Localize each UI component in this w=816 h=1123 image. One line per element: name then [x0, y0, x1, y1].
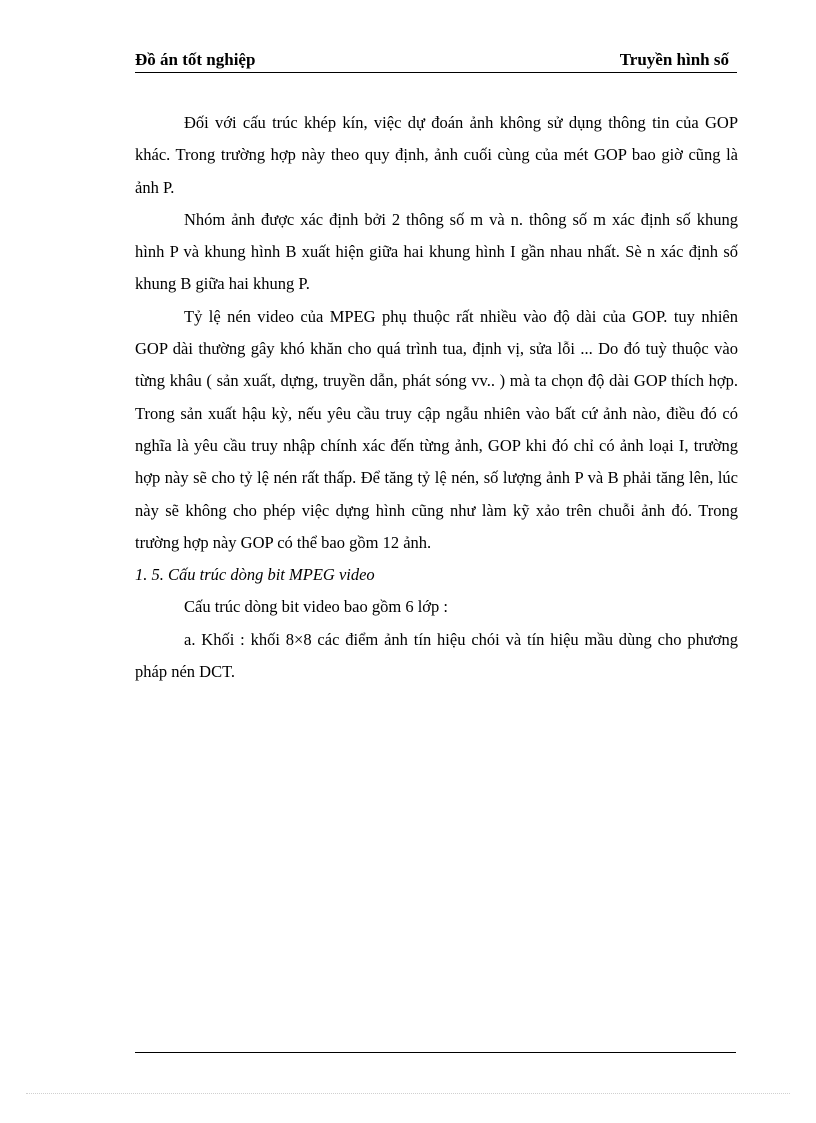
page-body	[135, 107, 738, 688]
page-boundary	[26, 1093, 790, 1094]
paragraph-closed-gop: Đối với cấu trúc khép kín, việc dự đoán ảnh không sử dụng thông tin của GOP khác. Trong trường hợp này theo quy định, ảnh cuối cùng của mét GOP bao giờ cũng là ảnh P.	[135, 113, 738, 197]
header-chapter-title: Truyền hình số	[619, 50, 729, 69]
page-header	[135, 50, 737, 73]
header-document-title: Đồ án tốt nghiệp	[135, 50, 256, 69]
paragraph-compression-ratio: Tỷ lệ nén video của MPEG phụ thuộc rất nhiều vào độ dài của GOP. tuy nhiên GOP dài thường gây khó khăn cho quá trình tua, định vị, sửa lỗi ... Do đó tuỳ thuộc vào từng khâu ( sản xuất, dựng, truyền dẫn, phát sóng vv.. ) mà ta chọn độ dài GOP thích hợp. Trong sản xuất hậu kỳ, nếu yêu cầu truy cập ngẫu nhiên vào bất cứ ảnh nào, điều đó có nghĩa là yêu cầu truy nhập chính xác đến từng ảnh, GOP khi đó chỉ có ảnh loại I, trường hợp này sẽ cho tỷ lệ nén rất thấp. Để tăng tỷ lệ nén, số lượng ảnh P và B phải tăng lên, lúc này sẽ không cho phép việc dựng hình cũng như làm kỹ xảo trên chuỗi ảnh đó. Trong trường hợp này GOP có thể bao gồm 12 ảnh.	[135, 306, 738, 552]
paragraph-block-layer: a. Khối : khối 8×8 các điểm ảnh tín hiệu chói và tín hiệu mầu dùng cho phương pháp nén DCT.	[135, 629, 738, 682]
section-heading: 1. 5. Cấu trúc dòng bit MPEG video	[135, 565, 375, 585]
paragraph-gop-parameters: Nhóm ảnh được xác định bởi 2 thông số m và n. thông số m xác định số khung hình P và khung hình B xuất hiện giữa hai khung hình I gần nhau nhất. Sè n xác định số khung B giữa hai khung P.	[135, 209, 738, 294]
footer-rule	[135, 1052, 736, 1053]
paragraph-bitstream-layers: Cấu trúc dòng bit video bao gồm 6 lớp :	[184, 597, 448, 617]
